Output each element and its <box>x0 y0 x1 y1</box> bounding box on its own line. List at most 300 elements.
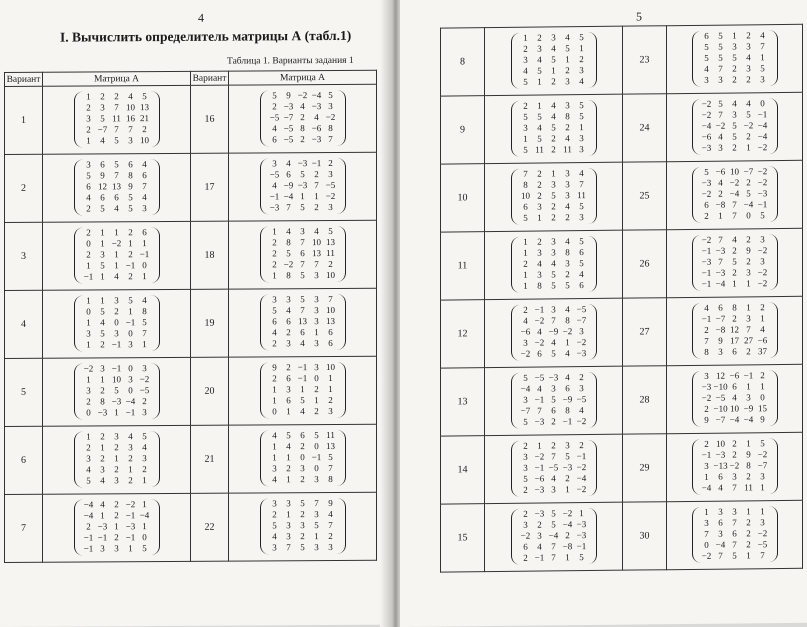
matrix-entry: −3 <box>269 202 280 213</box>
matrix-entry: 2 <box>272 338 277 349</box>
matrix-entry: 4 <box>142 441 147 452</box>
matrix-entry: 7 <box>114 170 119 181</box>
matrix-row <box>519 326 589 338</box>
matrix-entry: 1 <box>142 475 147 486</box>
matrix-entry: 1 <box>142 339 147 350</box>
variant-number: 30 <box>623 502 667 570</box>
matrix-entry: −7 <box>715 414 726 426</box>
matrix-entry: 2 <box>551 212 556 223</box>
matrix-entry: 4 <box>100 317 105 328</box>
matrix <box>511 304 597 361</box>
matrix-entry: −2 <box>576 337 587 348</box>
matrix-entry: 1 <box>565 552 570 563</box>
table-row <box>5 424 377 494</box>
matrix-row <box>700 52 770 64</box>
matrix-entry: 3 <box>551 179 556 190</box>
table-row <box>5 288 377 358</box>
matrix-entry: 4 <box>565 371 570 382</box>
matrix-entry: 2 <box>523 508 528 519</box>
variant-number: 2 <box>5 154 43 222</box>
variant-number: 22 <box>191 493 229 561</box>
matrix-entry: 7 <box>286 542 291 553</box>
matrix-row <box>82 295 152 307</box>
matrix-entry: 4 <box>142 294 147 305</box>
matrix-entry: 4 <box>551 337 556 348</box>
matrix-entry: −4 <box>743 199 754 210</box>
matrix-entry: 1 <box>537 76 542 87</box>
matrix-entry: 12 <box>98 181 107 192</box>
matrix-cell <box>667 432 803 501</box>
matrix-entry: 2 <box>732 63 737 74</box>
matrix-entry: 6 <box>328 327 333 338</box>
matrix-entry: 2 <box>565 65 570 76</box>
matrix-entry: 2 <box>300 474 305 485</box>
matrix-entry: 4 <box>704 302 709 313</box>
matrix-entry: 5 <box>704 52 709 63</box>
matrix-entry: 6 <box>732 381 737 392</box>
matrix-entry: −3 <box>576 530 587 541</box>
matrix-entry: 2 <box>86 102 91 113</box>
matrix-entry: 3 <box>286 338 291 349</box>
matrix-entry: 2 <box>746 131 751 142</box>
matrix-entry: −6 <box>701 131 712 143</box>
matrix-entry: 4 <box>114 203 119 214</box>
matrix-entry: 2 <box>114 306 119 317</box>
matrix-entry: 1 <box>537 100 542 111</box>
matrix-entry: 1 <box>565 337 570 348</box>
matrix-entry: 9 <box>746 245 751 256</box>
matrix-entry: 4 <box>272 327 277 338</box>
matrix-entry: 1 <box>114 226 119 237</box>
matrix-entry: 2 <box>537 179 542 190</box>
matrix-entry: 4 <box>537 122 542 133</box>
matrix-entry: 10 <box>521 190 530 201</box>
matrix-entry: 2 <box>565 212 570 223</box>
variant-number: 26 <box>623 230 667 298</box>
matrix-entry: 2 <box>523 100 528 111</box>
matrix-entry: −6 <box>757 335 768 346</box>
matrix-cell <box>485 366 623 435</box>
matrix-row <box>82 192 152 204</box>
matrix-entry: 3 <box>286 497 291 508</box>
matrix-cell <box>667 160 803 229</box>
header-variant: Вариант <box>5 72 43 86</box>
matrix-row <box>82 396 152 408</box>
matrix-row <box>700 517 770 529</box>
matrix-entry: 7 <box>579 178 584 189</box>
matrix-entry: 15 <box>758 403 767 414</box>
matrix-entry: −4 <box>139 509 150 520</box>
matrix-row <box>519 383 589 395</box>
matrix-entry: 3 <box>565 167 570 178</box>
matrix-entry: 3 <box>314 508 319 519</box>
matrix-entry: 3 <box>565 99 570 110</box>
matrix-entry: 7 <box>286 202 291 213</box>
matrix-entry: 3 <box>328 542 333 553</box>
matrix <box>511 168 597 225</box>
matrix-entry: 7 <box>732 210 737 221</box>
matrix-entry: −1 <box>125 509 136 521</box>
matrix-entry: −3 <box>534 484 545 495</box>
matrix-entry: 3 <box>537 530 542 541</box>
matrix-entry: 7 <box>718 63 723 74</box>
matrix-entry: 5 <box>551 190 556 201</box>
matrix-row <box>700 551 770 563</box>
matrix-entry: −1 <box>311 157 322 168</box>
matrix-entry: 4 <box>272 180 277 191</box>
matrix-entry: 2 <box>86 396 91 407</box>
table-row <box>5 492 377 562</box>
matrix-entry: 2 <box>272 259 277 270</box>
matrix-entry: 2 <box>551 439 556 451</box>
matrix-row <box>268 202 338 214</box>
matrix <box>511 100 597 157</box>
matrix-row <box>268 101 338 113</box>
matrix-entry: 1 <box>142 237 147 248</box>
matrix-entry: 5 <box>565 280 570 291</box>
matrix-entry: 3 <box>579 326 584 337</box>
matrix-row <box>519 337 589 349</box>
matrix-entry: 7 <box>300 304 305 315</box>
matrix-entry: 1 <box>272 395 277 406</box>
matrix-row <box>519 179 589 191</box>
matrix-entry: 2 <box>100 453 105 464</box>
matrix-entry: 5 <box>523 145 528 156</box>
variant-number: 21 <box>191 425 229 493</box>
matrix-entry: 9 <box>746 449 751 460</box>
matrix-entry: 5 <box>328 451 333 462</box>
matrix-entry: 1 <box>128 464 133 475</box>
matrix-row <box>268 316 338 328</box>
matrix-entry: 2 <box>286 463 291 474</box>
matrix-entry: 3 <box>760 471 765 482</box>
matrix-row <box>268 169 338 181</box>
matrix <box>260 225 346 282</box>
matrix-row <box>268 270 338 282</box>
matrix-row <box>519 43 589 55</box>
matrix-entry: 10 <box>326 361 335 372</box>
matrix-row <box>268 406 338 418</box>
matrix-row <box>700 438 770 450</box>
matrix-entry: 1 <box>732 30 737 41</box>
matrix-entry: 4 <box>537 326 542 337</box>
table-body <box>5 84 377 562</box>
matrix-entry: 8 <box>565 111 570 122</box>
matrix-entry: 5 <box>128 294 133 305</box>
matrix-row <box>268 327 338 339</box>
matrix-entry: 4 <box>565 235 570 246</box>
matrix-entry: 6 <box>114 192 119 203</box>
variant-number: 6 <box>5 426 43 494</box>
matrix-row <box>82 203 152 215</box>
matrix-entry: −3 <box>534 416 545 427</box>
matrix-entry: 3 <box>86 385 91 396</box>
matrix-cell <box>43 221 191 290</box>
matrix-entry: 5 <box>86 170 91 181</box>
matrix-entry: 1 <box>314 531 319 542</box>
matrix-entry: 5 <box>100 203 105 214</box>
matrix-row <box>82 521 152 533</box>
matrix-entry: −3 <box>311 100 322 111</box>
matrix-entry: 1 <box>142 521 147 532</box>
matrix-entry: 7 <box>760 550 765 561</box>
matrix-cell <box>667 364 803 433</box>
matrix-entry: −2 <box>283 259 294 270</box>
matrix-entry: −2 <box>729 177 740 188</box>
matrix <box>511 440 597 497</box>
matrix-row <box>700 528 770 540</box>
matrix-entry: 3 <box>704 517 709 528</box>
matrix-entry: 5 <box>551 348 556 359</box>
matrix-entry: 3 <box>732 109 737 120</box>
matrix-entry: 2 <box>523 485 528 496</box>
matrix-row <box>268 474 338 486</box>
matrix-entry: 5 <box>718 41 723 52</box>
matrix-entry: 4 <box>100 475 105 486</box>
matrix-entry: 5 <box>523 417 528 428</box>
matrix-row <box>268 362 338 374</box>
matrix-entry: 1 <box>732 278 737 289</box>
matrix-entry: 4 <box>142 192 147 203</box>
matrix-entry: 1 <box>300 191 305 202</box>
matrix-entry: 5 <box>100 328 105 339</box>
matrix-row <box>700 539 770 551</box>
matrix <box>692 166 778 223</box>
matrix-row <box>519 201 589 213</box>
matrix-entry: 13 <box>140 101 149 112</box>
matrix-entry: 6 <box>272 316 277 327</box>
matrix-entry: 3 <box>328 406 333 417</box>
matrix-entry: −1 <box>701 267 712 279</box>
matrix-entry: 6 <box>300 429 305 440</box>
matrix-entry: −5 <box>283 123 294 134</box>
matrix-entry: −5 <box>757 539 768 550</box>
matrix-entry: 7 <box>551 552 556 563</box>
matrix-entry: 4 <box>718 177 723 188</box>
matrix-row <box>268 463 338 475</box>
matrix-entry: 2 <box>328 259 333 270</box>
matrix-entry: 4 <box>328 508 333 519</box>
matrix-entry: 3 <box>114 430 119 441</box>
matrix-entry: −2 <box>576 416 587 427</box>
matrix-row <box>82 135 152 147</box>
matrix-row <box>519 111 589 123</box>
matrix-entry: 5 <box>523 213 528 224</box>
matrix-entry: 0 <box>746 210 751 221</box>
matrix-entry: 13 <box>112 181 121 192</box>
matrix-entry: 2 <box>551 133 556 144</box>
matrix-entry: 5 <box>746 109 751 120</box>
matrix-row <box>519 372 589 384</box>
matrix-entry: −2 <box>757 176 768 188</box>
variant-number: 9 <box>441 96 485 164</box>
matrix-entry: 8 <box>142 305 147 316</box>
matrix-row <box>82 442 152 454</box>
matrix-entry: 3 <box>314 270 319 281</box>
matrix-entry: 5 <box>704 166 709 177</box>
matrix-entry: 5 <box>300 542 305 553</box>
matrix-entry: 1 <box>746 142 751 153</box>
matrix-entry: 5 <box>579 552 584 563</box>
matrix-entry: 3 <box>537 43 542 54</box>
matrix-entry: 6 <box>704 30 709 41</box>
matrix-entry: −4 <box>701 120 712 131</box>
matrix-entry: 2 <box>114 464 119 475</box>
matrix-row <box>82 306 152 318</box>
matrix-entry: 1 <box>272 384 277 395</box>
matrix-entry: 2 <box>128 249 133 260</box>
matrix-entry: 1 <box>100 271 105 282</box>
matrix-entry: −5 <box>269 169 280 180</box>
matrix-cell <box>667 500 803 569</box>
matrix-entry: 1 <box>746 437 751 448</box>
matrix-entry: 1 <box>760 380 765 392</box>
matrix-row <box>700 302 770 314</box>
matrix-row <box>519 348 589 360</box>
matrix-entry: 1 <box>100 374 105 385</box>
matrix-row <box>82 464 152 476</box>
matrix-entry: 11 <box>535 144 544 155</box>
matrix-entry: 4 <box>565 348 570 359</box>
matrix-entry: −10 <box>713 381 728 392</box>
matrix-entry: −7 <box>97 124 108 135</box>
matrix-entry: −3 <box>715 267 726 278</box>
matrix-entry: 2 <box>128 475 133 486</box>
matrix-entry: −2 <box>534 337 545 348</box>
matrix-entry: 3 <box>718 347 723 358</box>
matrix-entry: 4 <box>565 31 570 42</box>
matrix-entry: 3 <box>328 202 333 213</box>
matrix-entry: 7 <box>314 497 319 508</box>
matrix-entry: −1 <box>111 362 122 373</box>
matrix-entry: 2 <box>537 236 542 247</box>
matrix-entry: 4 <box>551 43 556 54</box>
matrix-entry: 11 <box>326 247 335 259</box>
matrix-row <box>82 181 152 193</box>
matrix-row <box>519 168 589 180</box>
matrix-entry: 2 <box>704 324 709 335</box>
matrix-entry: −10 <box>713 403 728 414</box>
matrix-row <box>268 498 338 510</box>
matrix-entry: 3 <box>565 190 570 201</box>
matrix-entry: 2 <box>523 304 528 315</box>
matrix-entry: 3 <box>523 122 528 133</box>
matrix-entry: 1 <box>328 383 333 394</box>
matrix-row <box>700 324 770 336</box>
matrix-entry: 1 <box>86 374 91 385</box>
matrix-entry: 5 <box>142 90 147 101</box>
matrix-row <box>82 317 152 329</box>
matrix-cell <box>43 357 191 426</box>
matrix-entry: 1 <box>86 295 91 306</box>
matrix-entry: 1 <box>272 452 277 463</box>
matrix-entry: 8 <box>328 474 333 485</box>
matrix-row <box>519 304 589 316</box>
matrix-entry: 3 <box>551 484 556 495</box>
matrix-row <box>268 123 338 135</box>
matrix-entry: −2 <box>111 238 122 249</box>
matrix-entry: 1 <box>114 249 119 260</box>
matrix-entry: −1 <box>701 245 712 256</box>
variants-table-right <box>440 24 803 573</box>
matrix-entry: 2 <box>537 168 542 179</box>
matrix-entry: 3 <box>551 235 556 247</box>
matrix-entry: 9 <box>128 181 133 192</box>
matrix-entry: −2 <box>757 244 768 256</box>
matrix-entry: 7 <box>314 180 319 191</box>
matrix-entry: 3 <box>100 362 105 373</box>
matrix-entry: −1 <box>701 313 712 324</box>
matrix-entry: 2 <box>732 74 737 85</box>
matrix-entry: 4 <box>523 65 528 76</box>
matrix-entry: 5 <box>579 110 584 121</box>
matrix-entry: 3 <box>579 65 584 76</box>
variant-number: 3 <box>5 222 43 290</box>
matrix-entry: 1 <box>328 372 333 383</box>
matrix-entry: 5 <box>272 520 277 531</box>
matrix-row <box>700 471 770 483</box>
matrix-entry: 6 <box>286 316 291 327</box>
variant-number: 17 <box>191 153 229 221</box>
matrix-entry: 3 <box>114 328 119 339</box>
matrix-row <box>700 279 770 291</box>
matrix-entry: 1 <box>523 247 528 258</box>
matrix-entry: −2 <box>534 315 545 326</box>
matrix-entry: −1 <box>757 199 768 210</box>
matrix-entry: 0 <box>300 452 305 463</box>
matrix-entry: 7 <box>732 482 737 493</box>
left-page <box>0 0 392 627</box>
table-body <box>441 24 803 572</box>
matrix-entry: 12 <box>716 370 725 381</box>
matrix-entry: 1 <box>286 406 291 417</box>
matrix-entry: 4 <box>314 112 319 123</box>
matrix-entry: 7 <box>142 181 147 192</box>
matrix-entry: 4 <box>579 405 584 416</box>
matrix-entry: 7 <box>551 541 556 552</box>
matrix-row <box>519 122 589 134</box>
matrix-entry: 8 <box>732 302 737 313</box>
matrix-row <box>268 237 338 249</box>
matrix-entry: 3 <box>328 168 333 179</box>
table-row <box>5 220 377 290</box>
matrix-entry: 3 <box>128 373 133 385</box>
matrix-entry: 2 <box>732 313 737 324</box>
matrix-cell <box>485 26 623 95</box>
matrix-entry: 5 <box>704 41 709 52</box>
matrix-entry: 2 <box>732 438 737 449</box>
matrix-row <box>700 75 770 87</box>
matrix-entry: 3 <box>314 316 319 327</box>
matrix-entry: 4 <box>114 271 119 282</box>
matrix-entry: 1 <box>551 65 556 76</box>
matrix-entry: −4 <box>715 278 726 290</box>
matrix-cell <box>485 434 623 503</box>
matrix-entry: 2 <box>142 464 147 475</box>
matrix-row <box>268 542 338 554</box>
matrix-entry: 1 <box>114 521 119 532</box>
matrix-entry: 3 <box>551 303 556 315</box>
matrix-entry: 5 <box>300 168 305 179</box>
matrix-entry: 3 <box>760 256 765 267</box>
matrix-entry: 2 <box>114 90 119 101</box>
matrix-entry: 3 <box>523 337 528 348</box>
matrix-entry: 1 <box>86 91 91 102</box>
matrix-entry: −9 <box>743 403 754 414</box>
matrix-entry: 3 <box>551 383 556 394</box>
matrix-entry: 2 <box>300 112 305 123</box>
matrix-entry: 2 <box>746 517 751 528</box>
